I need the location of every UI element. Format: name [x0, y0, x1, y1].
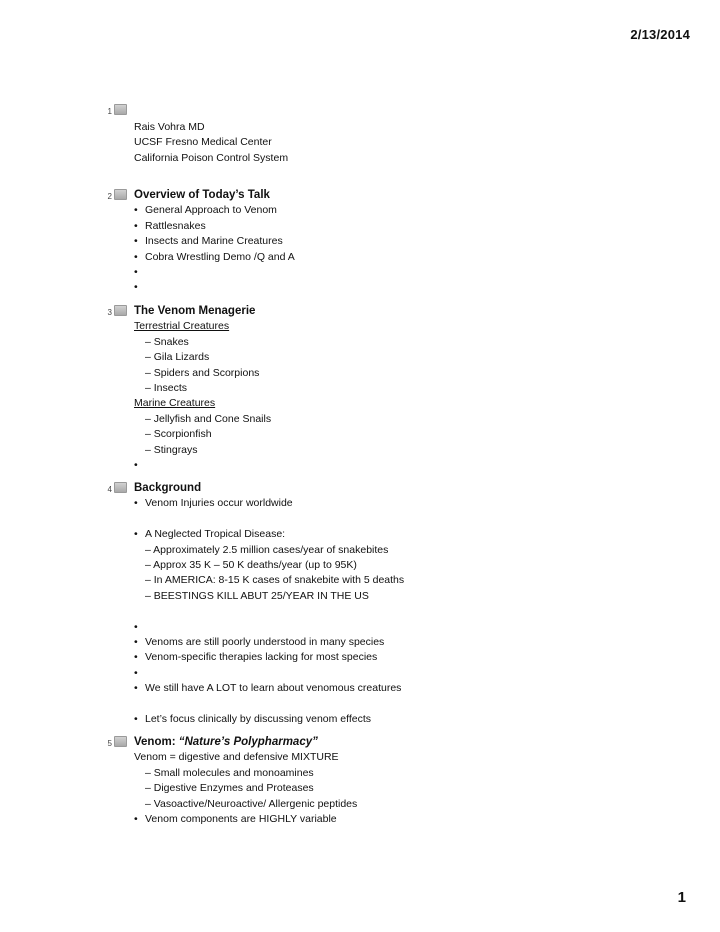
sub-item: – Jellyfish and Cone Snails — [145, 412, 272, 425]
slide-title: Overview of Today’s Talk — [134, 189, 270, 201]
sub-item: – Vasoactive/Neuroactive/ Allergenic peptides — [145, 797, 358, 810]
slide-thumbnail-icon — [114, 482, 127, 493]
text-line: Rais Vohra MD — [134, 121, 205, 133]
bullet-item: • We still have A LOT to learn about venomous creatures — [134, 682, 402, 695]
slide-title: Background — [134, 482, 202, 494]
section-heading: Terrestrial Creatures — [134, 320, 230, 333]
slide-thumbnail-icon — [114, 736, 127, 747]
bullet-item: • Venom components are HIGHLY variable — [134, 812, 337, 825]
bullet-item: • Venoms are still poorly understood in many species — [134, 635, 385, 648]
page-number: 1 — [677, 889, 686, 906]
bullet-item: • — [134, 620, 138, 633]
bullet-item: • — [134, 458, 138, 471]
bullet-item: • Rattlesnakes — [134, 219, 206, 232]
sub-item: – Approximately 2.5 million cases/year of snakebites — [145, 543, 389, 556]
slide-number: 1 — [107, 107, 112, 116]
sub-item: – Spiders and Scorpions — [145, 366, 260, 379]
sub-item: – Snakes — [145, 335, 189, 348]
slide-thumbnail-icon — [114, 305, 127, 316]
text-line: California Poison Control System — [134, 151, 289, 164]
sub-item: – Approx 35 K – 50 K deaths/year (up to 95K) — [145, 558, 357, 571]
print-date: 2/13/2014 — [630, 27, 690, 42]
sub-item: – BEESTINGS KILL ABUT 25/YEAR IN THE US — [145, 589, 369, 602]
bullet-item: • Insects and Marine Creatures — [134, 235, 283, 248]
sub-item: – Insects — [145, 381, 188, 394]
text-line: UCSF Fresno Medical Center — [134, 136, 272, 149]
slide-number: 4 — [107, 485, 112, 494]
slide-thumbnail-icon — [114, 104, 127, 115]
bullet-item: • A Neglected Tropical Disease: — [134, 528, 286, 541]
slide-thumbnail-icon — [114, 189, 127, 200]
lead-text: Venom = digestive and defensive MIXTURE — [134, 751, 339, 764]
section-heading: Marine Creatures — [134, 397, 216, 410]
bullet-item: • — [134, 265, 138, 278]
slide-number: 2 — [107, 192, 112, 201]
bullet-item: • General Approach to Venom — [134, 204, 277, 217]
bullet-item: • Venom-specific therapies lacking for most species — [134, 651, 378, 664]
sub-item: – Digestive Enzymes and Proteases — [145, 782, 314, 795]
bullet-item: • Venom Injuries occur worldwide — [134, 497, 293, 510]
sub-item: – Scorpionfish — [145, 428, 212, 441]
bullet-item: • Cobra Wrestling Demo /Q and A — [134, 250, 295, 263]
sub-item: – Stingrays — [145, 443, 198, 456]
sub-item: – Small molecules and monoamines — [145, 766, 314, 779]
blank-line — [134, 512, 404, 527]
blank-line — [134, 696, 404, 711]
bullet-item: • — [134, 666, 138, 679]
slide-title: Venom: “Nature’s Polypharmacy” — [134, 736, 318, 748]
bullet-item: • Let’s focus clinically by discussing venom effects — [134, 712, 372, 725]
slide-number: 5 — [107, 739, 112, 748]
sub-item: – Gila Lizards — [145, 351, 210, 364]
sub-item: – In AMERICA: 8-15 K cases of snakebite with 5 deaths — [145, 574, 405, 587]
slide-title: The Venom Menagerie — [134, 305, 256, 317]
blank-line — [134, 604, 404, 619]
bullet-item: • — [134, 281, 138, 294]
slide-number: 3 — [107, 308, 112, 317]
